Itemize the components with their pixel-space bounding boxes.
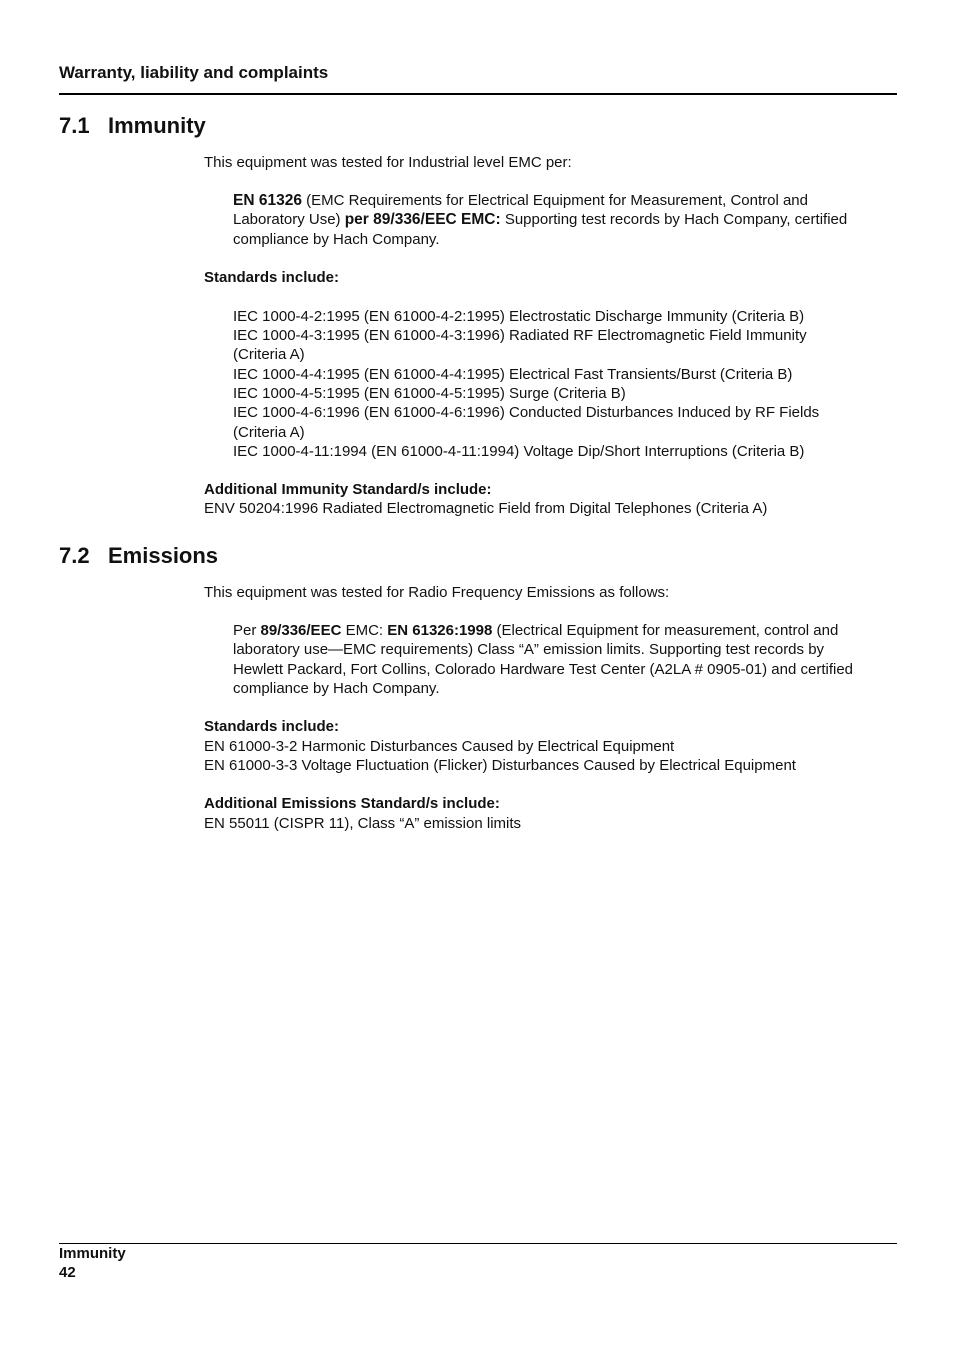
emissions-intro: This equipment was tested for Radio Frequency Emissions as follows: [204,584,670,601]
immunity-standards-heading: Standards include: [204,269,340,286]
cert-directive: per 89/336/EEC EMC: [344,211,501,228]
immunity-intro: This equipment was tested for Industrial level EMC per: [204,154,572,171]
emissions-additional-item: EN 55011 (CISPR 11), Class “A” emission limits [204,815,522,832]
emissions-standard-item: EN 61000-3-2 Harmonic Disturbances Caused by Electrical Equipment [204,738,675,755]
section-number: 7.2 [59,543,90,568]
header-rule [59,93,897,95]
emissions-cert-line-3: Hewlett Packard, Fort Collins, Colorado Hardware Test Center (A2LA # 0905-01) and certified [233,661,854,678]
page-header-title: Warranty, liability and complaints [59,63,329,82]
emissions-cert-line-1: Per 89/336/EEC EMC: EN 61326:1998 (Electrical Equipment for measurement, control and [233,622,839,639]
section-title-emissions [59,543,218,569]
cert-directive: 89/336/EEC [260,622,342,639]
immunity-additional-heading: Additional Immunity Standard/s include: [204,481,492,498]
section-heading: Emissions [108,543,219,568]
emissions-standards-heading: Standards include: [204,718,340,735]
page-number: 42 [59,1264,76,1281]
footer-rule [59,1243,897,1244]
immunity-cert-line-2: Laboratory Use) per 89/336/EEC EMC: Supporting test records by Hach Company, certified [233,211,848,228]
immunity-standard-item: IEC 1000-4-5:1995 (EN 61000-4-5:1995) Surge (Criteria B) [233,385,626,402]
section-number: 7.1 [59,113,90,138]
immunity-standard-item: IEC 1000-4-11:1994 (EN 61000-4-11:1994) Voltage Dip/Short Interruptions (Criteria B) [233,443,805,460]
footer-section-name: Immunity [59,1245,126,1262]
section-title-immunity [59,113,206,139]
immunity-cert-line-3: compliance by Hach Company. [233,231,440,248]
emissions-standard-item: EN 61000-3-3 Voltage Fluctuation (Flicker) Disturbances Caused by Electrical Equipment [204,757,796,774]
immunity-cert-line-1: EN 61326 (EMC Requirements for Electrical Equipment for Measurement, Control and [233,192,808,209]
immunity-standard-item: IEC 1000-4-3:1995 (EN 61000-4-3:1996) Radiated RF Electromagnetic Field Immunity [233,327,807,344]
immunity-standard-item: IEC 1000-4-4:1995 (EN 61000-4-4:1995) Electrical Fast Transients/Burst (Criteria B) [233,366,793,383]
section-heading: Immunity [108,113,206,138]
immunity-standard-item: IEC 1000-4-6:1996 (EN 61000-4-6:1996) Conducted Disturbances Induced by RF Fields [233,404,820,421]
immunity-standard-item: IEC 1000-4-2:1995 (EN 61000-4-2:1995) Electrostatic Discharge Immunity (Criteria B) [233,308,805,325]
emissions-additional-heading: Additional Emissions Standard/s include: [204,795,500,812]
cert-standard: EN 61326:1998 [387,622,493,639]
emissions-cert-line-4: compliance by Hach Company. [233,680,440,697]
immunity-standard-item: (Criteria A) [233,346,305,363]
cert-standard: EN 61326 [233,192,302,209]
immunity-standard-item: (Criteria A) [233,424,305,441]
emissions-cert-line-2: laboratory use—EMC requirements) Class “A” emission limits. Supporting test records by [233,641,825,658]
immunity-additional-item: ENV 50204:1996 Radiated Electromagnetic Field from Digital Telephones (Criteria A) [204,500,768,517]
